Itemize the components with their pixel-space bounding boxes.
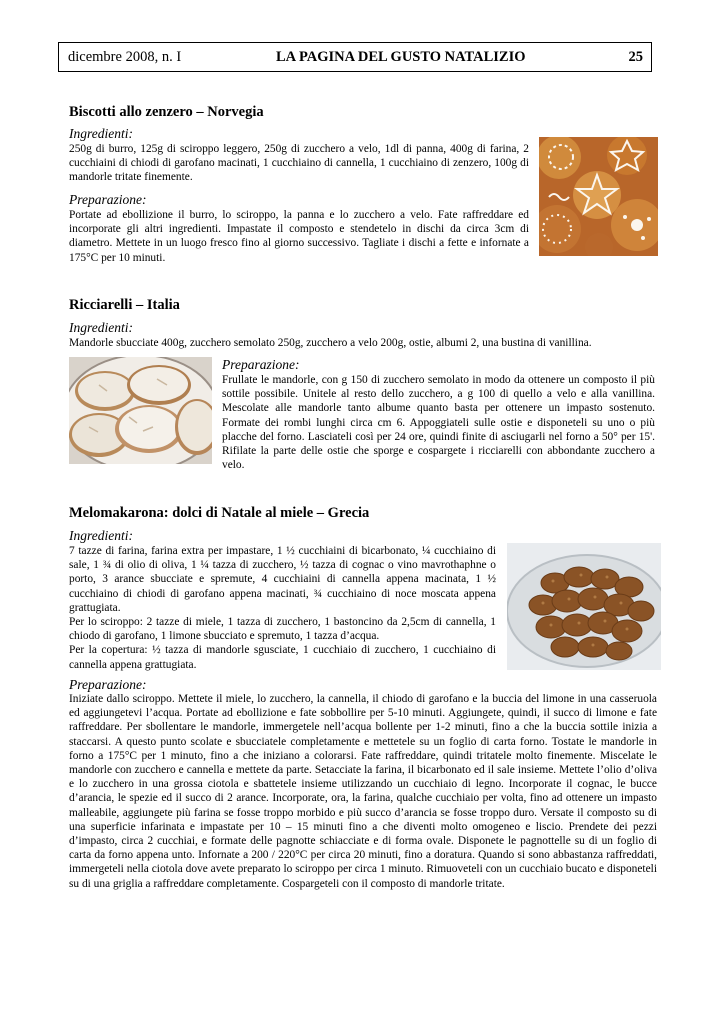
preparation-text: Portate ad ebollizione il burro, lo sciroppo, la panna e lo zucchero a velo. Fate raffreddare ed incorporate gli altri ingredienti. Impastate il composto e stendetelo in dischi da circa 3cm di diametro. Mettete in un luogo fresco fino al giorno successivo. Tagliate i dischi a fette e infornate a 175°C per 10 minuti. [69, 209, 529, 264]
page-number: 25 [628, 49, 643, 65]
ingredients-text: Mandorle sbucciate 400g, zucchero semolato 250g, zucchero a velo 200g, ostie, albumi 2, una bustina di vanillina. [69, 337, 592, 349]
preparation-label: Preparazione: [69, 677, 147, 692]
ingredients-list [69, 544, 496, 672]
page-header-title: LA PAGINA DEL GUSTO NATALIZIO [276, 49, 526, 65]
recipe-title-ricciarelli: Ricciarelli – Italia [69, 297, 180, 313]
ingredients-label: Ingredienti: [69, 528, 133, 543]
ricciarelli-image [69, 357, 212, 464]
page-header [58, 42, 652, 72]
melomakarona-image [507, 543, 661, 670]
ingredients-main: 7 tazze di farina, farina extra per impastare, 1 ½ cucchiaini di bicarbonato, ¼ cucchiaino di sale, 1 ¾ di olio di oliva, 1 ¼ tazza di zucchero, ½ tazza di cognac o vino mavrothaphne o porto, 3 arance sbucciate e spremute, 4 cucchiaini di cannella appena macinata, 1 ½ cucchiaino di chiodi di garofano appena macinati, ¾ cucchiaino di noce moscata appena grattugiata. [69, 545, 496, 614]
recipe-title-melomakarona: Melomakarona: dolci di Natale al miele – Grecia [69, 505, 370, 521]
ricciarelli-photo [69, 357, 212, 464]
ingredients-syrup: Per lo sciroppo: 2 tazze di miele, 1 tazza di zucchero, 1 bastoncino da 2,5cm di cannella, 1 chiodo di garofano, 1 limone sbucciato e spremuto, 1 tazza d’acqua. [69, 616, 496, 643]
preparation-label: Preparazione: [222, 357, 300, 372]
ingredients-text: 250g di burro, 125g di sciroppo leggero, 250g di zucchero a velo, 1dl di panna, 400g di farina, 2 cucchiaini di chiodi di garofano macinati, 1 cucchiaino di cannella, 1 cucchiaino di zenzero, 100g di mandorle tritate finemente. [69, 143, 529, 184]
melomakarona-photo [507, 543, 661, 670]
preparation-text: Iniziate dallo sciroppo. Mettete il miele, lo zucchero, la cannella, il chiodo di garofano e la buccia del limone in una casseruola ed aggiungetevi l’acqua. Portate ad ebollizione e fate sobbollire per 5-10 minuti. Aggiungete, quindi, il succo di limone e fate raffreddare. Per sbollentare le mandorle, immergetele nell’acqua bollente per 1-2 minuti, fino a che la buccia sottile inizia a staccarsi. A questo punto scolate e sbucciatele completamente e mettetele su un foglio di carta forno. Tostate le mandorle in forno a 175°C per 1 minuto, fino a che iniziano a colorarsi. Fate raffreddare, quindi tritatele molto finemente. Miscelate le mandorle con zucchero e cannella e mettete da parte. Setacciate la farina, il bicarbonato ed il sale insieme. Mettete l’olio d’oliva e lo zucchero in una grossa ciotola e sbattetele insieme utilizzando un cucchiaio di legno. Incorporate il cognac, le bucce d’arancia, le spezie ed il succo di 2 arance. Incorporate, ora, la farina, qualche cucchiaio per volta, fino ad ottenere un impasto malleabile, aggiungete più farina se fosse troppo morbido e più succo d’arancia se fosse troppo duro. Versate il composto su di una superficie infarinata e impastate per 10 – 15 minuti fino a che diventi molto omogeneo e liscio. Prendete dei pezzi d’impasto, circa 2 cucchiai, e formate delle pagnotte schiacciate e di forma ovale. Disponete le pagnottelle su di un foglio di carta da forno appena unto. Infornate a 200 / 220°C per circa 20 minuti, fino a doratura. Quando si sono abbastanza raffreddati, immergeteli nella ciotola dove avete preparato lo sciroppo per circa 1 minuto. Rimuoveteli con un cucchiaio bucato e disponeteli su di una griglia a raffreddare completamente. Cospargeteli con il composto di mandorle tritate. [69, 693, 657, 890]
preparation-label: Preparazione: [69, 192, 147, 207]
ingredients-label: Ingredienti: [69, 126, 133, 141]
gingerbread-cookies-photo [539, 137, 658, 256]
issue-date: dicembre 2008, n. I [68, 49, 182, 65]
recipe-title-biscotti: Biscotti allo zenzero – Norvegia [69, 104, 264, 120]
ingredients-topping: Per la copertura: ½ tazza di mandorle sgusciate, 1 cucchiaio di zucchero, 1 cucchiaino di cannella appena grattugiata. [69, 644, 496, 671]
ingredients-label: Ingredienti: [69, 320, 133, 335]
preparation-text: Frullate le mandorle, con g 150 di zucchero semolato in modo da ottenere un composto il più sottile possibile. Unitele al resto dello zucchero, a g 100 di quello a velo e alla vanillina. Mescolate alle mandorle tanto albume quanto basta per ottenere un impasto sostenuto. Formate dei rombi lunghi circa cm 6. Appoggiateli sulle ostie e disponeteli su uno o più placche del forno. Lasciateli così per 24 ore, quindi finite di asciugarli nel forno a 50° per 15'. Rifilate la parte delle ostie che sporge e cospargete i ricciarelli con abbondante zucchero a velo. [222, 374, 655, 472]
gingerbread-cookies-image [539, 137, 658, 256]
